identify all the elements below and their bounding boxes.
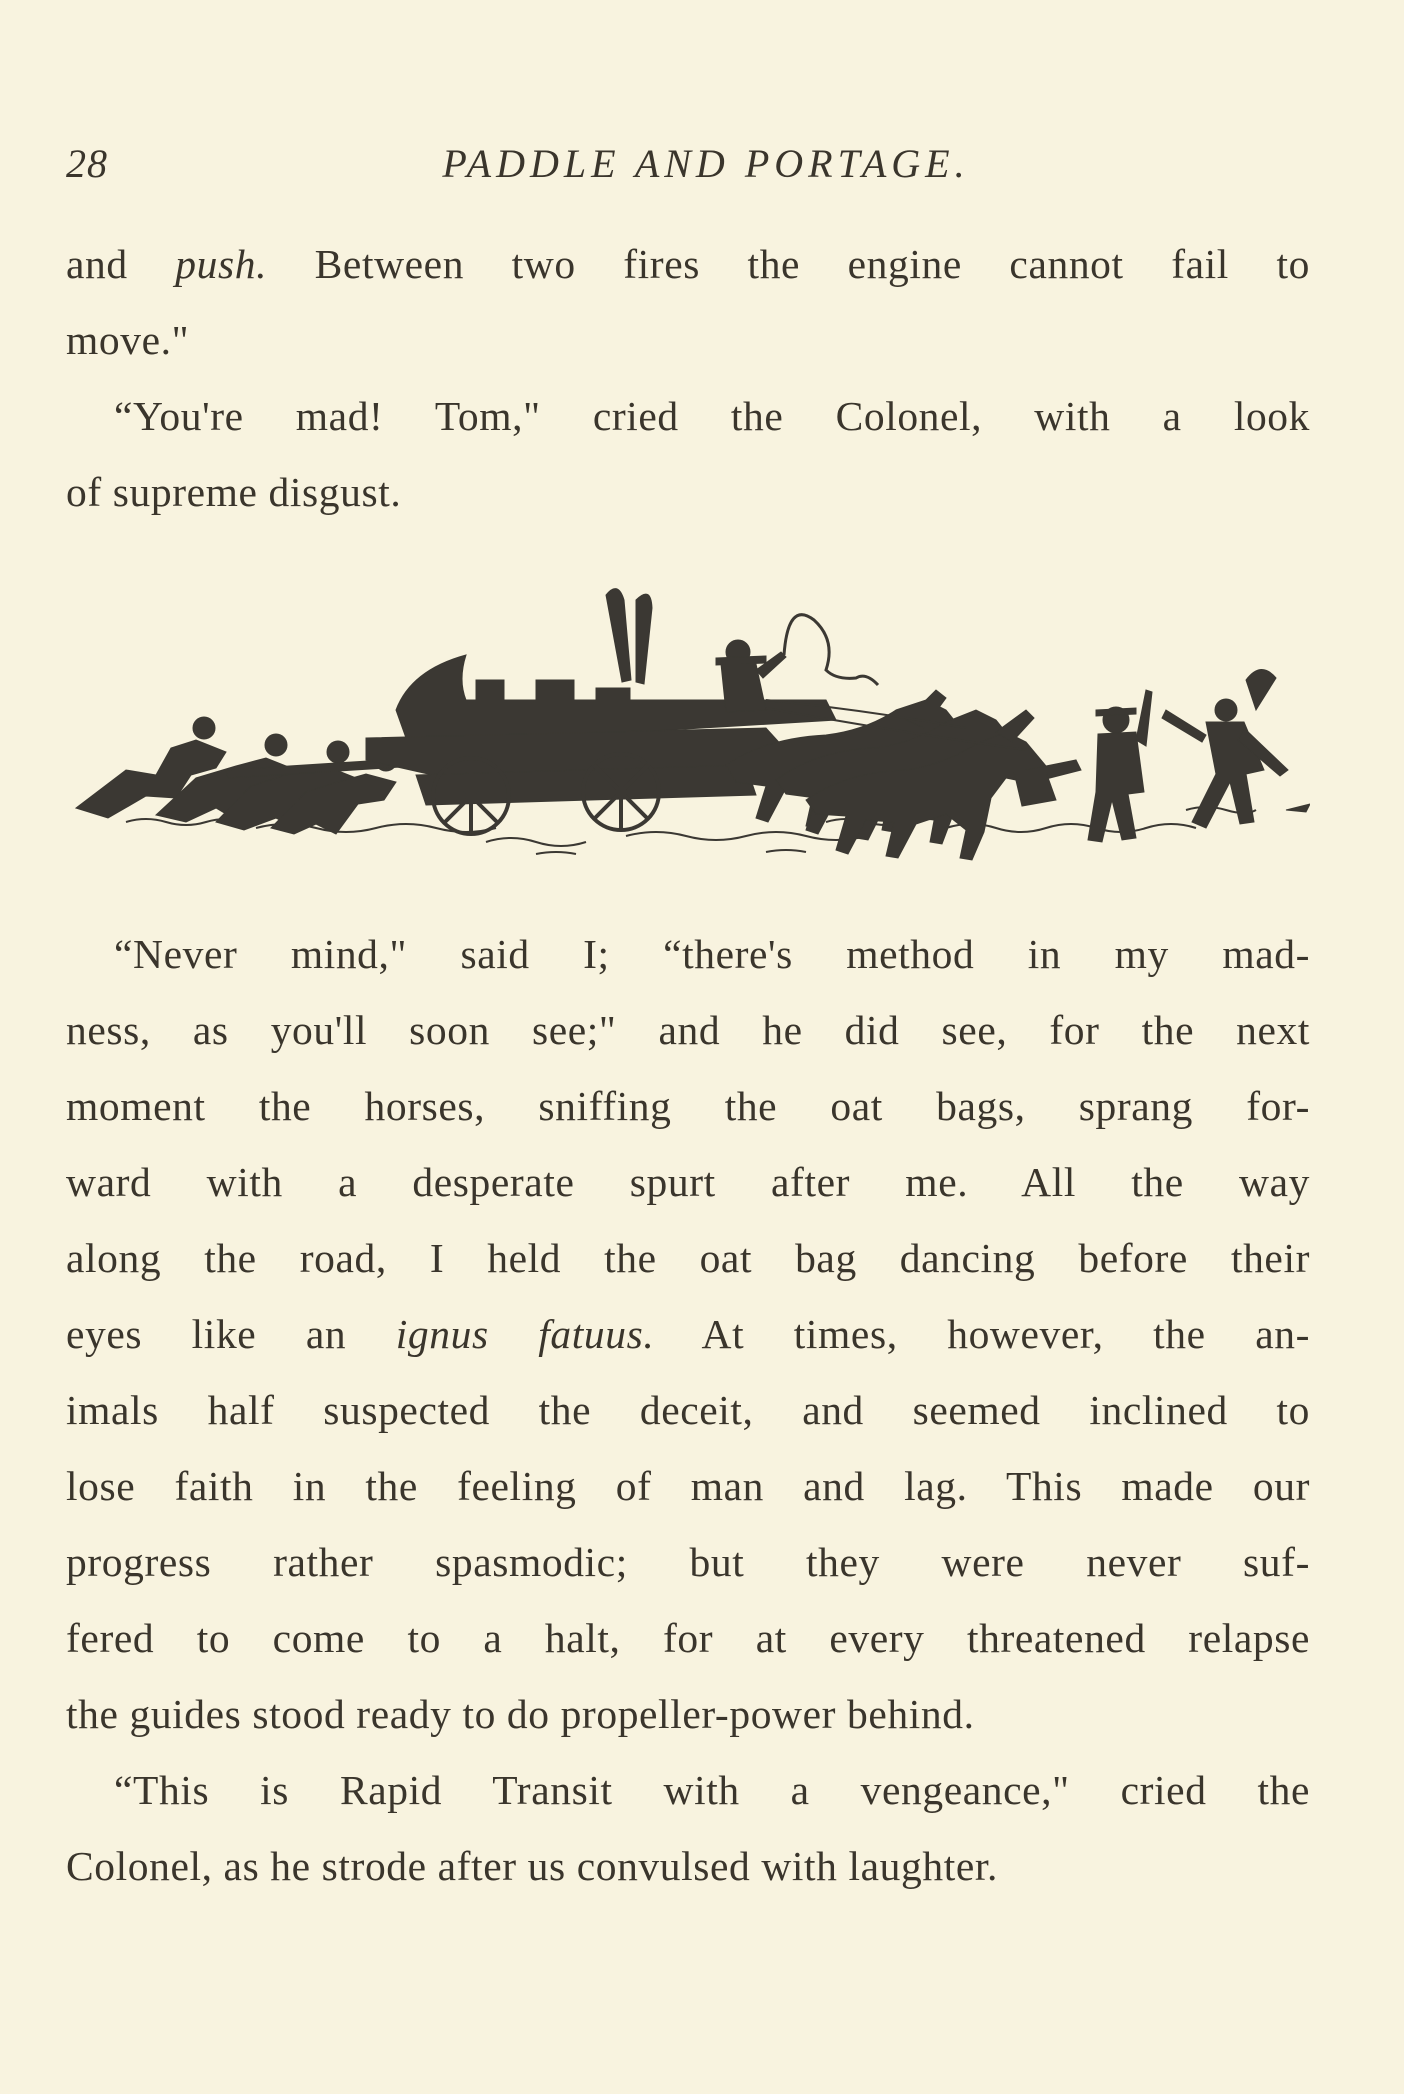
- text-line: [66, 226, 1310, 302]
- text-run: Between two fires the engine cannot fail to: [267, 241, 1310, 287]
- text-line: ness, as you'll soon see;" and he did see, for the next: [66, 1007, 1310, 1053]
- italic-phrase: ignus fatuus.: [395, 1311, 655, 1357]
- text-line: the guides stood ready to do propeller-power behind.: [66, 1691, 975, 1737]
- italic-word: push.: [175, 241, 268, 287]
- text-line: “You're mad! Tom," cried the Colonel, with a look: [114, 393, 1310, 439]
- text-line: move.": [66, 317, 190, 363]
- text-line: of supreme disgust.: [66, 469, 402, 515]
- text-block-bottom: [66, 916, 1310, 1904]
- text-line: moment the horses, sniffing the oat bags, sprang for-: [66, 1083, 1310, 1129]
- page-number: 28: [66, 141, 108, 186]
- text-block-top: [66, 226, 1310, 530]
- text-run: eyes like an: [66, 1311, 396, 1357]
- text-line: imals half suspected the deceit, and seemed inclined to: [66, 1387, 1310, 1433]
- silhouette-illustration: [66, 560, 1310, 870]
- text-line: “This is Rapid Transit with a vengeance," cried the: [114, 1767, 1310, 1813]
- text-line: progress rather spasmodic; but they were never suf-: [66, 1539, 1310, 1585]
- text-line: ward with a desperate spurt after me. All the way: [66, 1159, 1310, 1205]
- text-run: At times, however, the an-: [654, 1311, 1310, 1357]
- text-line: “Never mind," said I; “there's method in my mad-: [114, 931, 1310, 977]
- running-title: PADDLE AND PORTAGE.: [442, 141, 970, 186]
- text-line: along the road, I held the oat bag dancing before their: [66, 1235, 1310, 1281]
- illustration-ink: [76, 589, 1310, 860]
- text-line: Colonel, as he strode after us convulsed with laughter.: [66, 1843, 998, 1889]
- text-run: and: [66, 241, 176, 287]
- text-line: fered to come to a halt, for at every threatened relapse: [66, 1615, 1310, 1661]
- page-header: [66, 140, 1306, 190]
- text-line: [66, 1296, 1310, 1372]
- text-line: lose faith in the feeling of man and lag. This made our: [66, 1463, 1310, 1509]
